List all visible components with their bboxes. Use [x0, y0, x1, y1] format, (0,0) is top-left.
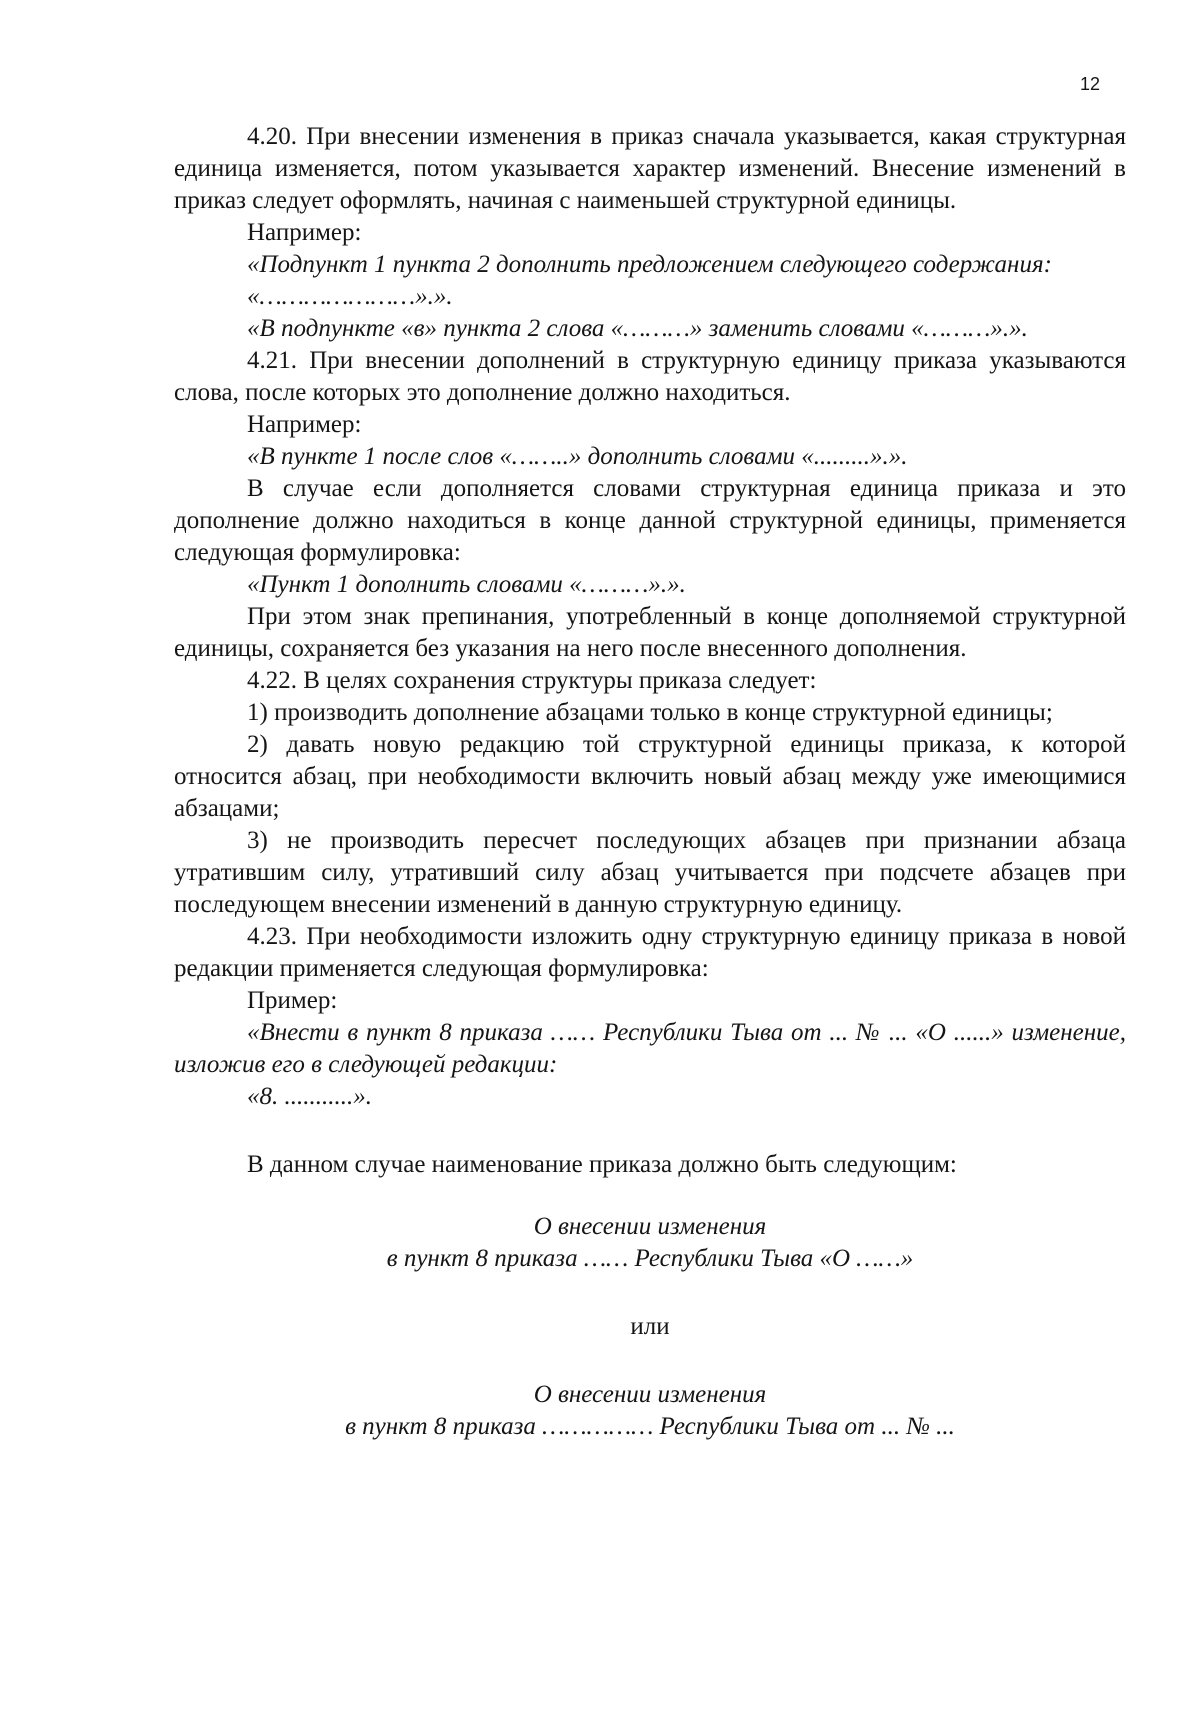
paragraph-4-20: 4.20. При внесении изменения в приказ сначала указывается, какая структурная единица изменяется, потом указывается характер изменений. Внесение изменений в приказ следует оформлять, начиная с наименьшей структурной единицы.: [174, 123, 1126, 214]
example-text: «Подпункт 1 пункта 2 дополнить предложением следующего содержания:: [247, 251, 1052, 278]
title-example-line: в пункт 8 приказа …………… Республики Тыва от ... № ...: [345, 1413, 955, 1440]
page-number: 12: [1080, 74, 1101, 94]
paragraph-text: В данном случае наименование приказа должно быть следующим:: [247, 1151, 957, 1178]
example-label: Пример:: [247, 987, 338, 1014]
example-text: «8. ...........».: [247, 1083, 372, 1110]
document-body: [174, 121, 1126, 1443]
example-text: «Внести в пункт 8 приказа …… Республики Тыва от ... № ... «О ......» изменение, изложив его в следующей редакции:: [174, 1019, 1126, 1078]
title-example-line: О внесении изменения: [533, 1213, 767, 1240]
title-example-line: в пункт 8 приказа …… Республики Тыва «О ……»: [386, 1245, 914, 1272]
paragraph-4-21: 4.21. При внесении дополнений в структурную единицу приказа указываются слова, после которых это дополнение должно находиться.: [174, 347, 1126, 406]
paragraph-4-23: 4.23. При необходимости изложить одну структурную единицу приказа в новой редакции применяется следующая формулировка:: [174, 923, 1126, 982]
example-text: «…………………».».: [247, 283, 453, 310]
list-item: 2) давать новую редакцию той структурной единицы приказа, к которой относится абзац, при необходимости включить новый абзац между уже имеющимися абзацами;: [174, 731, 1126, 822]
or-separator: или: [630, 1313, 670, 1340]
list-item: 3) не производить пересчет последующих абзацев при признании абзаца утратившим силу, утративший силу абзац учитывается при подсчете абзацев при последующем внесении изменений в данную структурную единицу.: [174, 827, 1126, 918]
paragraph-text: При этом знак препинания, употребленный в конце дополняемой структурной единицы, сохраняется без указания на него после внесенного дополнения.: [174, 603, 1126, 662]
example-text: «Пункт 1 дополнить словами «………».».: [247, 571, 686, 598]
example-label: Например:: [247, 411, 362, 438]
paragraph-4-22: 4.22. В целях сохранения структуры приказа следует:: [247, 667, 817, 694]
list-item: 1) производить дополнение абзацами только в конце структурной единицы;: [247, 699, 1053, 726]
example-text: «В подпункте «в» пункта 2 слова «………» заменить словами «………».».: [247, 315, 1028, 342]
example-label: Например:: [247, 219, 362, 246]
title-example-line: О внесении изменения: [533, 1381, 767, 1408]
example-text: «В пункте 1 после слов «……..» дополнить словами «.........».».: [247, 443, 908, 470]
paragraph-text: В случае если дополняется словами структурная единица приказа и это дополнение должно находиться в конце данной структурной единицы, применяется следующая формулировка:: [174, 475, 1126, 566]
